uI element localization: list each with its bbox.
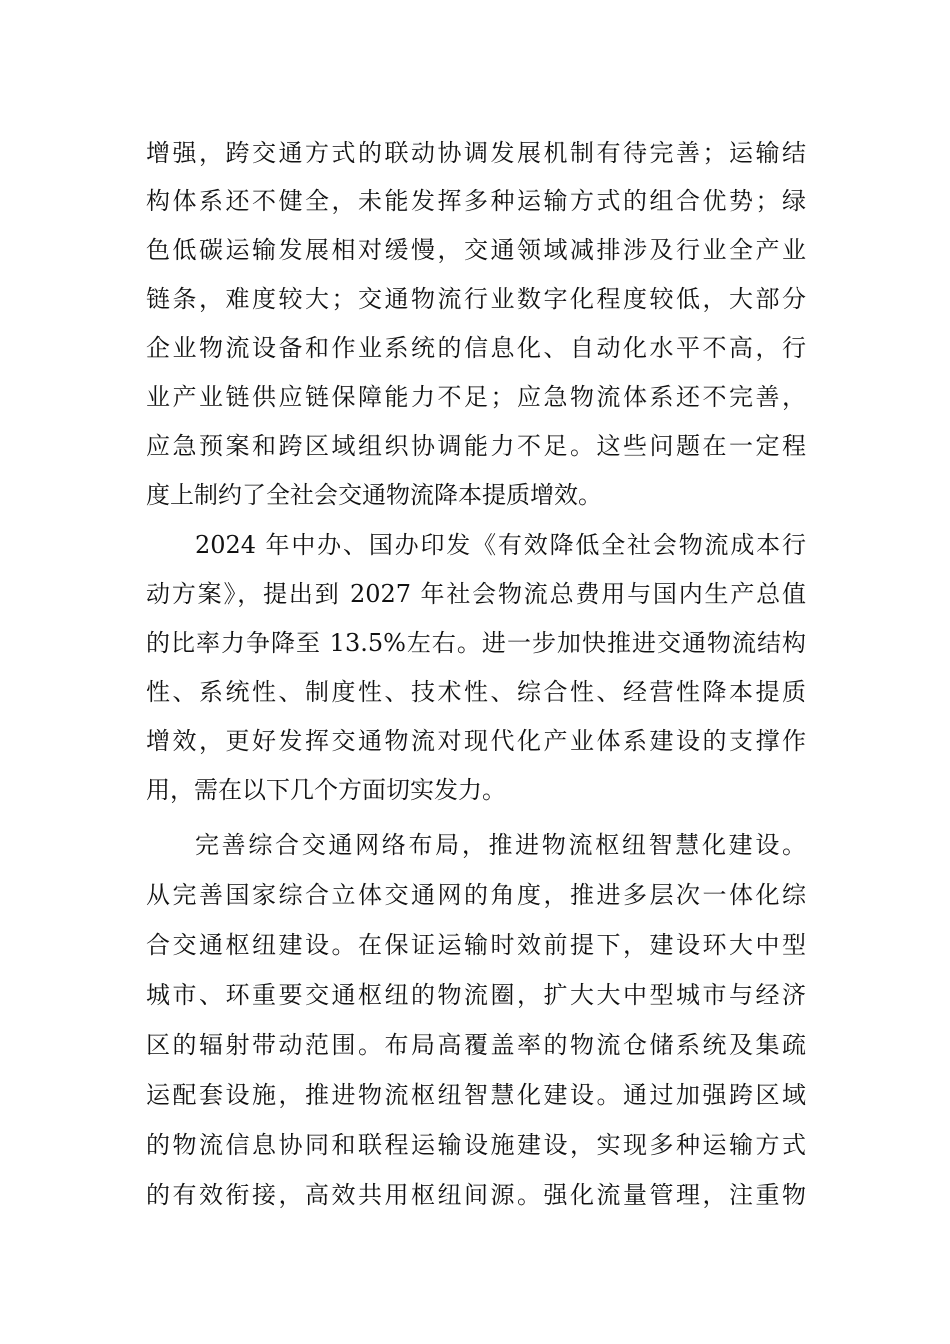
paragraph-2-line-4: 性、系统性、制度性、技术性、综合性、经营性降本提质 bbox=[146, 678, 806, 706]
paragraph-3-line-3: 合交通枢纽建设。在保证运输时效前提下，建设环大中型 bbox=[146, 931, 806, 959]
paragraph-3-line-5: 区的辐射带动范围。布局高覆盖率的物流仓储系统及集疏 bbox=[146, 1031, 806, 1059]
paragraph-1-line-1: 增强，跨交通方式的联动协调发展机制有待完善；运输结 bbox=[146, 139, 806, 167]
paragraph-2-line-5: 增效，更好发挥交通物流对现代化产业体系建设的支撑作 bbox=[146, 727, 806, 755]
paragraph-1-line-8: 度上制约了全社会交通物流降本提质增效。 bbox=[146, 481, 602, 509]
paragraph-2-line-6: 用，需在以下几个方面切实发力。 bbox=[146, 776, 506, 804]
paragraph-1-line-4: 链条，难度较大；交通物流行业数字化程度较低，大部分 bbox=[146, 285, 806, 313]
paragraph-3-line-7: 的物流信息协同和联程运输设施建设，实现多种运输方式 bbox=[146, 1131, 806, 1159]
paragraph-1-line-3: 色低碳运输发展相对缓慢，交通领域减排涉及行业全产业 bbox=[146, 236, 806, 264]
paragraph-3-line-6: 运配套设施，推进物流枢纽智慧化建设。通过加强跨区域 bbox=[146, 1081, 806, 1109]
paragraph-1-line-5: 企业物流设备和作业系统的信息化、自动化水平不高，行 bbox=[146, 334, 806, 362]
paragraph-2-line-1: 2024 年中办、国办印发《有效降低全社会物流成本行 bbox=[195, 531, 806, 559]
paragraph-3-line-4: 城市、环重要交通枢纽的物流圈，扩大大中型城市与经济 bbox=[146, 981, 806, 1009]
paragraph-3-line-2: 从完善国家综合立体交通网的角度，推进多层次一体化综 bbox=[146, 881, 806, 909]
paragraph-3-line-8: 的有效衔接，高效共用枢纽间源。强化流量管理，注重物 bbox=[146, 1181, 806, 1209]
paragraph-1-line-7: 应急预案和跨区域组织协调能力不足。这些问题在一定程 bbox=[146, 432, 806, 460]
paragraph-2-line-3: 的比率力争降至 13.5%左右。进一步加快推进交通物流结构 bbox=[146, 629, 806, 657]
paragraph-2-line-2: 动方案》，提出到 2027 年社会物流总费用与国内生产总值 bbox=[146, 580, 806, 608]
paragraph-1-line-2: 构体系还不健全，未能发挥多种运输方式的组合优势；绿 bbox=[146, 187, 806, 215]
paragraph-3-line-1: 完善综合交通网络布局，推进物流枢纽智慧化建设。 bbox=[195, 831, 806, 859]
paragraph-1-line-6: 业产业链供应链保障能力不足；应急物流体系还不完善， bbox=[146, 383, 806, 411]
